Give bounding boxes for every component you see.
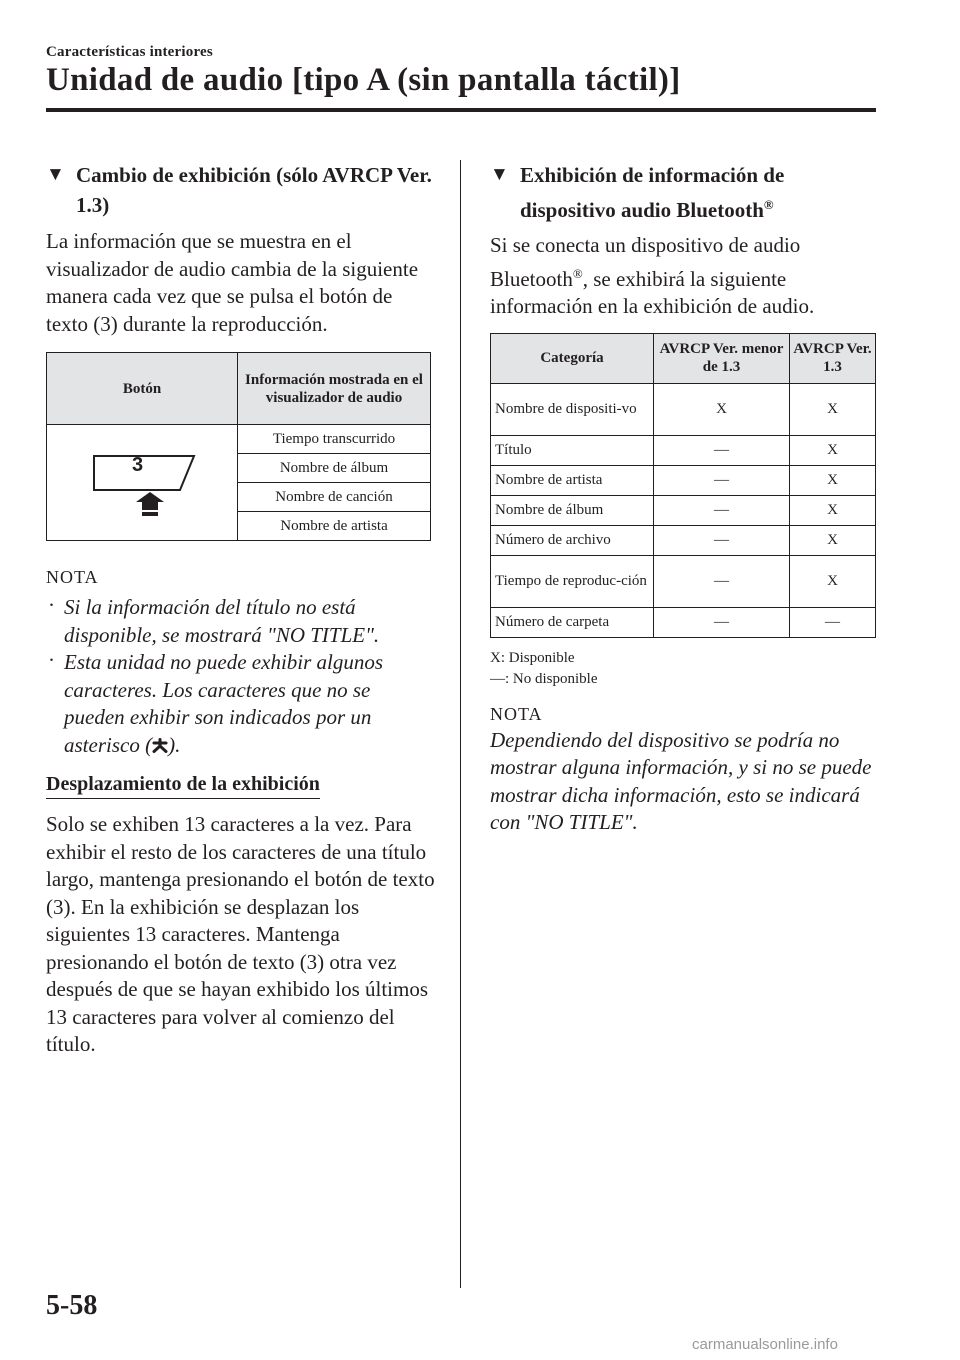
display-change-intro: La información que se muestra en el visualizador de audio cambia de la siguiente manera cada vez que se pulsa el botón de texto (3) durante la reproducción. <box>46 229 419 336</box>
scroll-text: Solo se exhiben 13 caracteres a la vez. Para exhibir el resto de los caracteres de una título largo, mantenga presionando el botón de texto (3). En la exhibición se desplazan los siguientes 13 caracteres. Mantenga presionando el botón de texto (3) otra vez después de que se hayan exhibido los últimos 13 caracteres para volver al comienzo del título. <box>46 812 435 1056</box>
table-cell: Nombre de álbum <box>238 454 431 483</box>
page-number: 5-58 <box>46 1290 98 1321</box>
table-cell: — <box>654 465 790 495</box>
table-cell: Nombre de canción <box>238 483 431 512</box>
legend-unavailable: —: No disponible <box>490 670 598 687</box>
nota-title: NOTA <box>46 567 99 587</box>
bluetooth-info-table <box>490 333 876 638</box>
text-button-number: 3 <box>132 453 144 476</box>
table-cell: Título <box>491 435 654 465</box>
bluetooth-info-intro: Si se conecta un dispositivo de audio Bluetooth®, se exhibirá la siguiente información en la exhibición de audio. <box>490 233 815 318</box>
table-cell: — <box>654 555 790 607</box>
table-cell: Nombre de dispositi-vo <box>491 383 654 435</box>
text-button-cell <box>47 425 238 541</box>
table-cell: X <box>790 465 876 495</box>
table-cell: Tiempo transcurrido <box>238 425 431 454</box>
table-cell: Nombre de artista <box>491 465 654 495</box>
table-cell: — <box>654 607 790 637</box>
nota-title: NOTA <box>490 703 543 724</box>
table-cell: — <box>654 495 790 525</box>
asterisk-icon <box>152 738 168 754</box>
nota-text: Dependiendo del dispositivo se podría no mostrar alguna información, y si no se puede mostrar dicha información, esto se indicará con "NO TITLE". <box>490 727 872 834</box>
left-column <box>46 160 436 1059</box>
table-header-avrcp-old: AVRCP Ver. menor de 1.3 <box>654 333 790 383</box>
scroll-subheading: Desplazamiento de la exhibición <box>46 773 320 799</box>
table-cell: X <box>790 383 876 435</box>
table-cell: Nombre de álbum <box>491 495 654 525</box>
table-cell: Nombre de artista <box>238 512 431 541</box>
table-cell: Tiempo de reproduc-ción <box>491 555 654 607</box>
right-column <box>490 160 876 837</box>
bluetooth-info-heading: ▼ Exhibición de información de dispositivo audio Bluetooth® <box>490 160 876 220</box>
legend-available: X: Disponible <box>490 649 575 666</box>
display-change-table <box>46 352 431 541</box>
table-cell: X <box>790 525 876 555</box>
section-label: Características interiores <box>46 44 213 60</box>
table-header-avrcp-13: AVRCP Ver. 1.3 <box>790 333 876 383</box>
table-cell: — <box>654 435 790 465</box>
display-change-heading: ▼ Cambio de exhibición (sólo AVRCP Ver. 1.3) <box>46 160 436 220</box>
table-cell: X <box>790 555 876 607</box>
table-header-category: Categoría <box>491 333 654 383</box>
watermark: carmanualsonline.info <box>692 1336 838 1353</box>
triangle-bullet-icon: ▼ <box>46 164 65 185</box>
column-divider <box>460 160 461 1288</box>
table-cell: X <box>654 383 790 435</box>
nota-item: · Esta unidad no puede exhibir algunos caracteres. Los caracteres que no se pueden exhibir son indicados por un asterisco ( ). <box>48 648 384 757</box>
table-cell: Número de carpeta <box>491 607 654 637</box>
table-cell: X <box>790 435 876 465</box>
text-button-illustration <box>82 448 202 518</box>
table-header-info: Información mostrada en el visualizador de audio <box>238 353 431 425</box>
table-cell: — <box>790 607 876 637</box>
nota-item: · Si la información del título no está disponible, se mostrará "NO TITLE". <box>48 593 380 647</box>
table-cell: X <box>790 495 876 525</box>
table-cell: Número de archivo <box>491 525 654 555</box>
table-header-button: Botón <box>47 353 238 425</box>
page-title: Unidad de audio [tipo A (sin pantalla táctil)] <box>46 62 681 98</box>
header-rule <box>46 108 876 112</box>
triangle-bullet-icon: ▼ <box>490 164 509 185</box>
table-cell: — <box>654 525 790 555</box>
